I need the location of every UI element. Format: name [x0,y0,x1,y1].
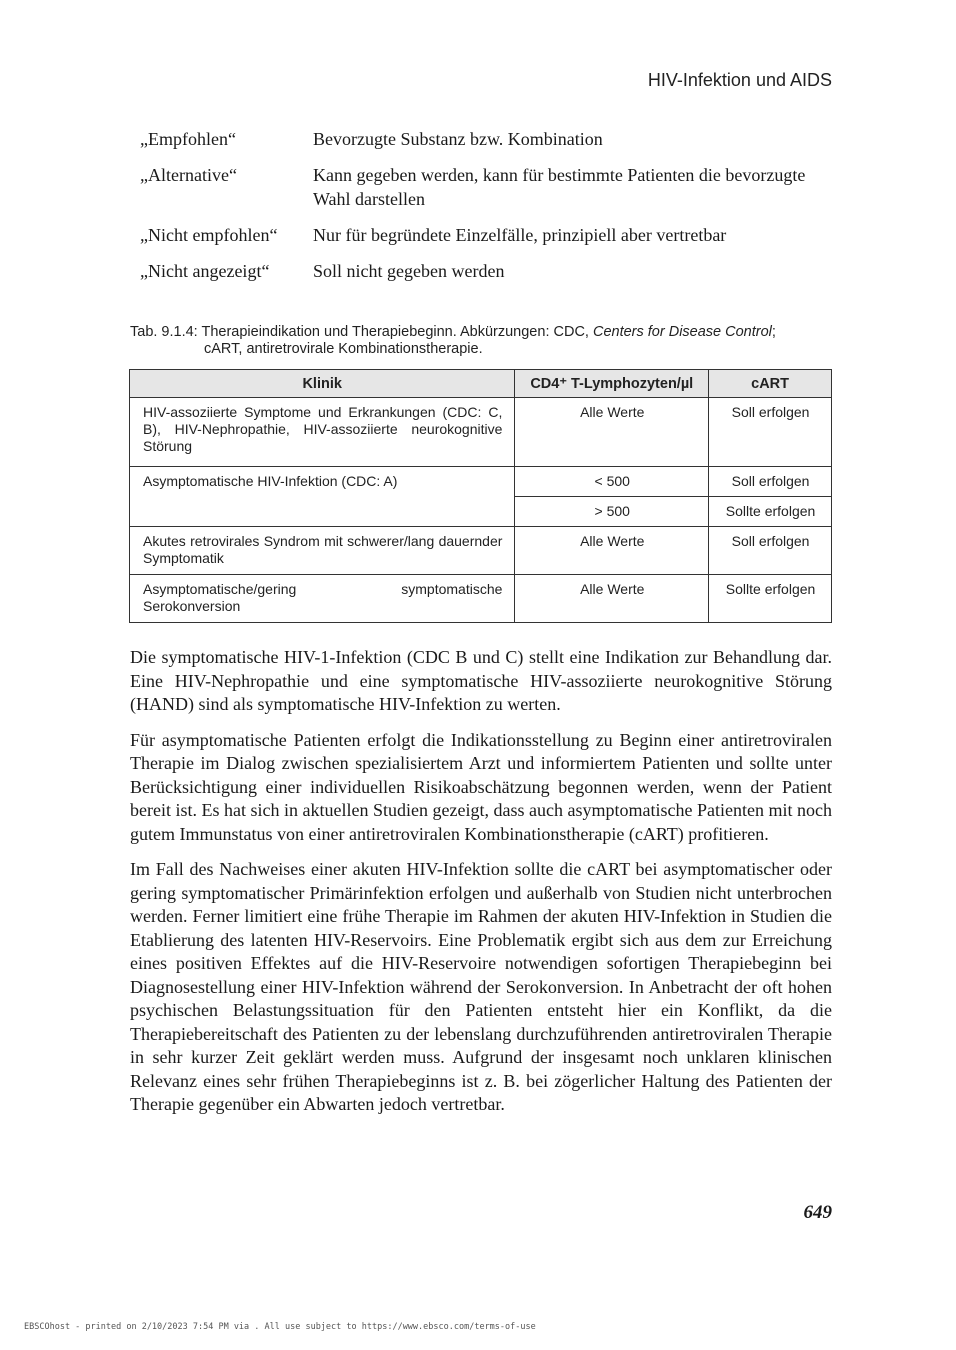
page-number: 649 [803,1202,832,1223]
definition-list [140,127,840,295]
therapy-table [129,369,832,623]
cell-cart: Sollte erfolgen [709,575,832,623]
definition-term: „Empfohlen“ [140,129,236,149]
cell-cd4: Alle Werte [515,398,709,467]
table-caption [130,324,832,358]
definition-desc: Bevorzugte Substanz bzw. Kombination [313,129,603,149]
paragraph: Für asymptomatische Patienten erfolgt die Indikationsstellung zu Beginn einer antiretroviralen Therapie im Dialog zwischen spezialisiertem Arzt und informiertem Patienten und sollte unter Berücksichtigung einer individuellen Risikoabschätzung begonnen werden, wenn der Patient bereit ist. Es hat sich in aktuellen Studien gezeigt, dass auch asymptomatische Patienten mit noch gutem Immunstatus von einer antiretroviralen Kombinationstherapie (cART) profitieren. [130,729,832,844]
header-cd4: CD4⁺ T-Lymphozyten/µl [515,370,709,398]
cell-cart: Sollte erfolgen [709,497,832,527]
cell-klinik: Asymptomatische HIV-Infektion (CDC: A) [130,467,515,527]
running-head: HIV-Infektion und AIDS [647,70,832,90]
definition-row [140,259,840,283]
cell-cd4: < 500 [515,467,709,497]
cell-cart: Soll erfolgen [709,467,832,497]
definition-row [140,223,840,247]
cell-cd4: Alle Werte [515,575,709,623]
definition-row [140,163,840,211]
definition-desc: Nur für begründete Einzelfälle, prinzipiell aber vertretbar [313,225,727,245]
cell-cd4: > 500 [515,497,709,527]
definition-desc: Kann gegeben werden, kann für bestimmte Patienten die bevorzugte Wahl darstellen [313,165,806,209]
definition-row [140,127,840,151]
table-header-row [130,370,832,398]
table-row [130,575,832,623]
definition-term: „Nicht empfohlen“ [140,225,278,245]
cell-klinik: Asymptomatische/gering symptomatische Serokonversion [130,575,515,623]
definition-term: „Nicht angezeigt“ [140,261,270,281]
cell-cart: Soll erfolgen [709,398,832,467]
table-row [130,398,832,467]
caption-italic: Centers for Disease Control [592,324,772,340]
table-row [130,527,832,575]
paragraph: Die symptomatische HIV-1-Infektion (CDC B und C) stellt eine Indikation zur Behandlung dar. Eine HIV-Nephropathie und eine symptomatische HIV-assoziierte neurokognitive Störung (HAND) sind als symptomatische HIV-Infektion zu werten. [130,647,832,714]
paragraph: Im Fall des Nachweises einer akuten HIV-Infektion sollte die cART bei asymptomatischer oder gering symptomatischer Primärinfektion erfolgen und außerhalb von Studien nicht unterbrochen werden. Ferner limitiert eine frühe Therapie im Rahmen der akuten HIV-Infektion in Studien die Etablierung des latenten HIV-Reservoirs. Eine Problematik ergibt sich aus dem zur Erreichung eines positiven Effektes auf die HIV-Reservoire notwendigen sofortigen Therapiebeginn bei Diagnosestellung einer HIV-Infektion während der Serokonversion. In Anbetracht der oft hohen psychischen Belastungssituation für den Patienten entsteht hier ein Konflikt, da die Therapiebereitschaft des Patienten zu der lebenslang durchzuführenden antiretroviralen Therapie in sehr kurzer Zeit geklärt werden muss. Aufgrund der insgesamt noch unklaren klinischen Relevanz eines sehr frühen Therapiebeginns ist z. B. bei zögerlicher Haltung des Patienten der Therapie gegenüber ein Abwarten jedoch vertretbar. [130,859,832,1114]
body-text [130,646,832,1129]
caption-label: Tab. 9.1.4: Therapieindikation und Therapiebeginn. Abkürzungen: CDC, [130,324,593,340]
caption-line2: cART, antiretrovirale Kombinationstherapie. [204,341,483,357]
cell-cart: Soll erfolgen [709,527,832,575]
caption-after: ; [771,324,776,340]
print-footer: EBSCOhost - printed on 2/10/2023 7:54 PM via . All use subject to https://www.ebsco.com/terms-of-use [24,1322,536,1332]
table-row [130,467,832,497]
cell-klinik: Akutes retrovirales Syndrom mit schwerer/lang dauernder Symptomatik [130,527,515,575]
cell-klinik: HIV-assoziierte Symptome und Erkrankungen (CDC: C, B), HIV-Nephropathie, HIV-assoziierte neurokognitive Störung [130,398,515,467]
cell-cd4: Alle Werte [515,527,709,575]
definition-term: „Alternative“ [140,165,237,185]
header-klinik: Klinik [130,370,515,398]
header-cart: cART [709,370,832,398]
definition-desc: Soll nicht gegeben werden [313,261,505,281]
